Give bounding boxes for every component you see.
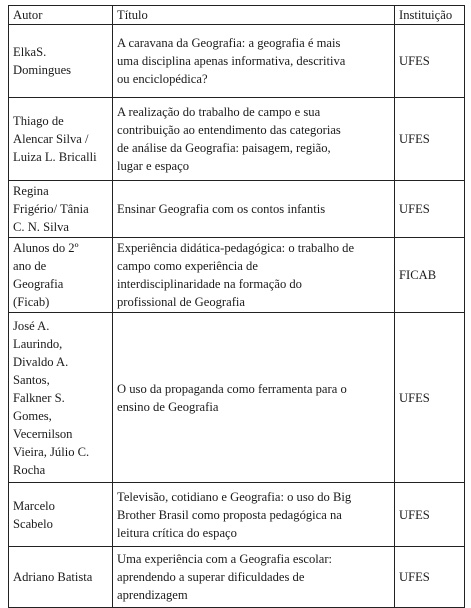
cell-autor bbox=[9, 313, 113, 483]
autor-line: ano de bbox=[13, 259, 47, 273]
cell-autor bbox=[9, 25, 113, 98]
autor-line: Luiza L. Bricalli bbox=[13, 150, 97, 164]
autor-line: Regina bbox=[13, 184, 49, 198]
autor-line: ElkaS. bbox=[13, 45, 47, 59]
titulo-line: lugar e espaço bbox=[117, 159, 190, 173]
titulo-line: ensino de Geografia bbox=[117, 399, 219, 414]
titulo-line: profissional de Geografia bbox=[117, 295, 245, 309]
cell-instituicao: FICAB bbox=[395, 238, 465, 313]
autor-line: Thiago de bbox=[13, 114, 64, 128]
table-row bbox=[9, 547, 465, 608]
titulo-line: Brother Brasil como proposta pedagógica na bbox=[117, 507, 342, 522]
autor-line: (Ficab) bbox=[13, 295, 50, 309]
autor-line: Laurindo, bbox=[13, 336, 63, 351]
cell-autor bbox=[9, 98, 113, 181]
autor-line: C. N. Silva bbox=[13, 220, 69, 234]
table-body bbox=[9, 25, 465, 608]
table-header-row bbox=[9, 6, 465, 25]
cell-titulo bbox=[113, 25, 395, 98]
cell-instituicao: UFES bbox=[395, 25, 465, 98]
header-titulo: Título bbox=[113, 6, 395, 25]
titulo-line: aprendendo a superar dificuldades de bbox=[117, 570, 305, 584]
header-instituicao: Instituição bbox=[395, 6, 465, 25]
autor-line: Geografia bbox=[13, 277, 64, 291]
autor-line: Marcelo bbox=[13, 498, 55, 513]
titulo-line: A caravana da Geografia: a geografia é mais bbox=[117, 36, 341, 50]
autor-line: Frigério/ Tânia bbox=[13, 202, 89, 216]
cell-autor bbox=[9, 483, 113, 547]
autor-line: Falkner S. bbox=[13, 390, 65, 405]
autor-line: Domingues bbox=[13, 63, 72, 77]
cell-autor bbox=[9, 181, 113, 238]
titulo-line: Ensinar Geografia com os contos infantis bbox=[117, 202, 326, 216]
titulo-line: Experiência didática-pedagógica: o trabalho de bbox=[117, 241, 355, 255]
table-row bbox=[9, 98, 465, 181]
cell-instituicao: UFES bbox=[395, 313, 465, 483]
titulo-line: A realização do trabalho de campo e sua bbox=[117, 105, 321, 119]
titulo-line: O uso da propaganda como ferramenta para o bbox=[117, 381, 347, 396]
cell-instituicao: UFES bbox=[395, 98, 465, 181]
titulo-line: contribuição ao entendimento das categorias bbox=[117, 123, 341, 137]
autor-line: Rocha bbox=[13, 462, 46, 477]
titulo-line: uma disciplina apenas informativa, descritiva bbox=[117, 54, 346, 68]
autor-line: José A. bbox=[13, 318, 50, 333]
cell-instituicao: UFES bbox=[395, 547, 465, 608]
titulo-line: leitura crítica do espaço bbox=[117, 525, 237, 540]
cell-titulo bbox=[113, 181, 395, 238]
cell-titulo bbox=[113, 547, 395, 608]
cell-titulo bbox=[113, 313, 395, 483]
table-row bbox=[9, 25, 465, 98]
titulo-line: aprendizagem bbox=[117, 588, 188, 602]
header-autor: Autor bbox=[9, 6, 113, 25]
authors-table bbox=[8, 5, 465, 608]
table-row bbox=[9, 181, 465, 238]
autor-line: Vecernilson bbox=[13, 426, 73, 441]
table-row bbox=[9, 483, 465, 547]
titulo-line: interdisciplinaridade na formação do bbox=[117, 277, 302, 291]
autor-line: Alencar Silva / bbox=[13, 132, 89, 146]
cell-autor bbox=[9, 547, 113, 608]
autor-line: Vieira, Júlio C. bbox=[13, 444, 90, 459]
titulo-line: ou enciclopédica? bbox=[117, 72, 208, 86]
table-row bbox=[9, 238, 465, 313]
titulo-line: campo como experiência de bbox=[117, 259, 258, 273]
autor-line: Alunos do 2º bbox=[13, 241, 79, 255]
cell-titulo bbox=[113, 483, 395, 547]
titulo-line: Televisão, cotidiano e Geografia: o uso do Big bbox=[117, 489, 352, 504]
autor-line: Santos, bbox=[13, 372, 50, 387]
cell-titulo bbox=[113, 238, 395, 313]
cell-titulo bbox=[113, 98, 395, 181]
titulo-line: de análise da Geografia: paisagem, região, bbox=[117, 141, 331, 155]
titulo-line: Uma experiência com a Geografia escolar: bbox=[117, 552, 333, 566]
cell-autor bbox=[9, 238, 113, 313]
autor-line: Divaldo A. bbox=[13, 354, 69, 369]
cell-instituicao: UFES bbox=[395, 181, 465, 238]
autor-line: Gomes, bbox=[13, 408, 52, 423]
autor-line: Scabelo bbox=[13, 516, 53, 531]
cell-instituicao: UFES bbox=[395, 483, 465, 547]
table-row bbox=[9, 313, 465, 483]
autor-line: Adriano Batista bbox=[13, 570, 93, 584]
